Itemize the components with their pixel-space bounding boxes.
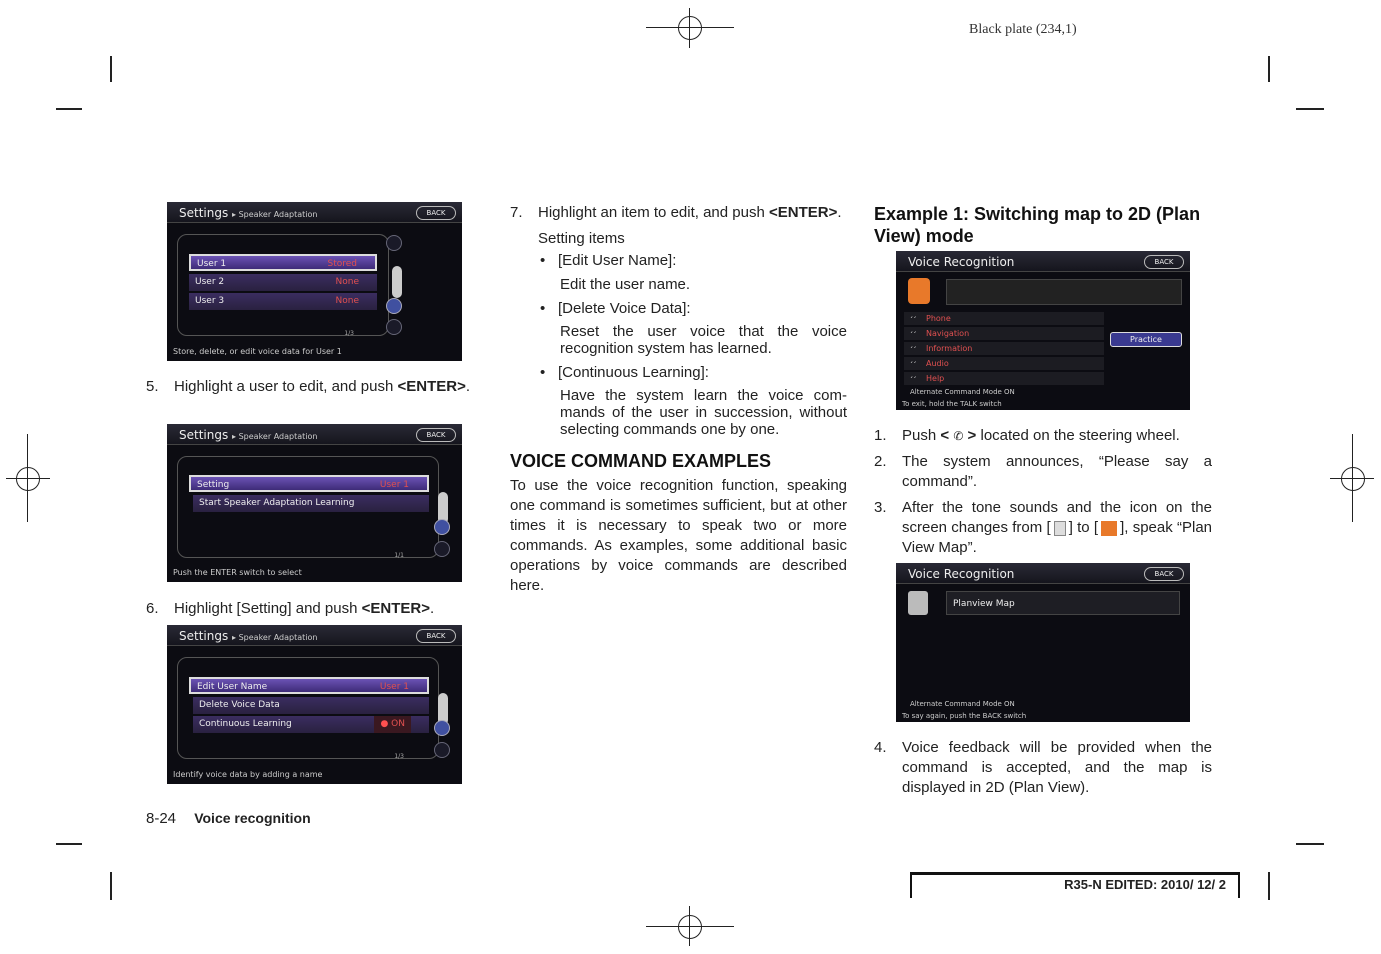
menu-item-audio[interactable]	[904, 357, 1104, 370]
bullet-item: • [Edit User Name]:	[540, 252, 677, 269]
list-item[interactable]	[189, 677, 429, 694]
row-value: Stored	[327, 259, 357, 269]
toggle-value	[374, 716, 411, 733]
step-number: 4.	[874, 739, 887, 756]
enter-key: <ENTER>	[768, 204, 838, 221]
row-label: Edit User Name	[197, 682, 268, 692]
mode-text: Alternate Command Mode ON	[910, 700, 1015, 708]
scroll-down-button[interactable]	[434, 720, 450, 736]
page-footer	[146, 810, 311, 827]
enter-key: <ENTER>	[397, 378, 466, 395]
back-button[interactable]	[1144, 255, 1184, 269]
section-name: Voice recognition	[194, 810, 311, 826]
menu-label: Audio	[926, 359, 949, 368]
list-item[interactable]	[193, 716, 429, 733]
bullet-item: • [Delete Voice Data]:	[540, 300, 691, 317]
bullet-desc: Reset the user voice that the voice recognition system has learned.	[560, 323, 847, 357]
punct: .	[465, 378, 471, 395]
menu-label: Phone	[926, 314, 951, 323]
speaker-adaptation-screen-users	[167, 202, 462, 361]
list-item[interactable]	[189, 274, 377, 291]
row-value: User 1	[379, 480, 409, 490]
row-label: User 2	[195, 277, 225, 287]
back-label: BACK	[1154, 258, 1174, 266]
back-button[interactable]	[416, 206, 456, 220]
practice-label: Practice	[1130, 335, 1162, 344]
voice-input-field	[946, 279, 1182, 305]
menu-label: Help	[926, 374, 945, 383]
screen-title: Settings	[179, 629, 229, 643]
step-text: located on the steering wheel.	[980, 427, 1180, 444]
punct: .	[430, 600, 435, 617]
bullet-title: [Edit User Name]:	[558, 252, 677, 269]
scroll-down-button[interactable]	[434, 519, 450, 535]
step-5	[146, 377, 483, 397]
screen-breadcrumb: ▸ Speaker Adaptation	[232, 210, 318, 219]
idle-face-icon	[1054, 521, 1066, 536]
bullet-desc: Have the system learn the voice com-mands of the user in succession, without selecting commands one by one.	[560, 387, 847, 438]
spoken-text: Planview Map	[953, 599, 1015, 609]
step-text: ] to [	[1068, 519, 1099, 536]
scrollbar[interactable]	[392, 266, 402, 298]
key-open: <	[940, 427, 950, 444]
back-button[interactable]	[416, 629, 456, 643]
step-text: Highlight an item to edit, and push	[538, 204, 765, 221]
menu-item-navigation[interactable]	[904, 327, 1104, 340]
step-text: ], speak “Plan View Map”.	[902, 519, 1213, 556]
menu-label: Navigation	[926, 329, 970, 338]
row-value: User 1	[379, 682, 409, 692]
row-label: Continuous Learning	[199, 719, 292, 729]
voice-recognition-screen-planview	[896, 563, 1190, 722]
list-item[interactable]	[193, 495, 429, 512]
row-label: Delete Voice Data	[199, 700, 280, 710]
row-value: None	[335, 277, 359, 287]
scroll-bottom-button[interactable]	[434, 742, 450, 758]
back-button[interactable]	[1144, 567, 1184, 581]
step-3	[874, 498, 1212, 558]
row-label: User 1	[197, 259, 227, 269]
voice-icon: ׳׳	[910, 359, 917, 368]
menu-label: Information	[926, 344, 973, 353]
section-heading: VOICE COMMAND EXAMPLES	[510, 451, 772, 471]
section-paragraph: To use the voice recognition function, speaking one command is sometimes sufficient, but at other times it is necessary to speak two or more commands. As examples, some additional basic operations by voice commands are described here.	[510, 477, 847, 594]
step-6	[146, 599, 483, 619]
back-label: BACK	[1154, 570, 1174, 578]
status-text: Push the ENTER switch to select	[173, 568, 302, 577]
list-item[interactable]	[193, 697, 429, 714]
status-text: To say again, push the BACK switch	[902, 712, 1027, 720]
speaker-adaptation-screen-setting	[167, 424, 462, 582]
row-label: Setting	[197, 480, 230, 490]
step-2	[874, 452, 1212, 492]
back-button[interactable]	[416, 428, 456, 442]
edited-label: R35-N EDITED: 2010/ 12/ 2	[1064, 877, 1226, 892]
step-number: 7.	[510, 204, 523, 221]
step-1	[874, 426, 1212, 446]
list-item[interactable]	[189, 475, 429, 492]
idle-face-icon	[908, 591, 928, 615]
screen-title: Voice Recognition	[908, 567, 1015, 581]
list-item[interactable]	[189, 254, 377, 271]
step-number: 1.	[874, 427, 887, 444]
menu-item-information[interactable]	[904, 342, 1104, 355]
step-text: Highlight a user to edit, and push	[174, 378, 394, 395]
status-text: Identify voice data by adding a name	[173, 770, 323, 779]
screen-title: Settings	[179, 206, 229, 220]
scroll-bottom-button[interactable]	[434, 541, 450, 557]
voice-input-field	[946, 591, 1180, 615]
page-indicator: 1/1	[394, 552, 404, 559]
back-label: BACK	[426, 632, 446, 640]
step-number: 5.	[146, 378, 159, 395]
bullet-desc: Edit the user name.	[560, 276, 691, 293]
talk-switch-icon: ✆	[953, 429, 964, 443]
voice-icon: ׳׳	[910, 344, 917, 353]
step-4	[874, 738, 1212, 798]
bullet-title: [Delete Voice Data]:	[558, 300, 691, 317]
key-close: >	[967, 427, 977, 444]
bullet-title: [Continuous Learning]:	[558, 364, 709, 381]
screen-title: Settings	[179, 428, 229, 442]
step-7	[510, 203, 847, 223]
step-number: 2.	[874, 453, 887, 470]
step-number: 3.	[874, 499, 887, 516]
step-text: Highlight [Setting] and push	[174, 600, 358, 617]
plate-label: Black plate (234,1)	[969, 22, 1077, 37]
voice-recognition-screen-menu	[896, 251, 1190, 410]
voice-icon: ׳׳	[910, 314, 917, 323]
page-indicator: 1/3	[344, 330, 354, 337]
screen-breadcrumb: ▸ Speaker Adaptation	[232, 633, 318, 642]
on-indicator-icon: ●	[380, 719, 392, 729]
row-value: None	[335, 296, 359, 306]
back-label: BACK	[426, 431, 446, 439]
step-text: The system announces, “Please say a command”.	[902, 453, 1212, 490]
toggle-label: ON	[391, 719, 405, 729]
back-label: BACK	[426, 209, 446, 217]
menu-item-phone[interactable]	[904, 312, 1104, 325]
setting-items-label: Setting items	[538, 230, 625, 247]
list-item[interactable]	[189, 293, 377, 310]
scroll-down-button[interactable]	[386, 298, 402, 314]
row-label: Start Speaker Adaptation Learning	[199, 498, 355, 508]
edited-box	[910, 872, 1240, 898]
scroll-bottom-button[interactable]	[386, 319, 402, 335]
speaker-face-icon	[908, 278, 930, 304]
step-text: Push	[902, 427, 937, 444]
example-heading: Example 1: Switching map to 2D (Plan View) mode	[874, 204, 1201, 246]
listening-face-icon	[1101, 521, 1117, 536]
step-number: 6.	[146, 600, 159, 617]
voice-icon: ׳׳	[910, 374, 917, 383]
row-label: User 3	[195, 296, 225, 306]
speaker-adaptation-screen-items	[167, 625, 462, 784]
status-text: To exit, hold the TALK switch	[902, 400, 1002, 408]
step-text: Voice feedback will be provided when the command is accepted, and the map is displayed in 2D (Plan View).	[902, 739, 1212, 796]
step-text: After the tone sounds and the icon on the screen changes from [	[902, 499, 1212, 536]
menu-item-help[interactable]	[904, 372, 1104, 385]
mode-text: Alternate Command Mode ON	[910, 388, 1015, 396]
bullet-item: • [Continuous Learning]:	[540, 364, 709, 381]
screen-breadcrumb: ▸ Speaker Adaptation	[232, 432, 318, 441]
scroll-up-button[interactable]	[386, 235, 402, 251]
status-text: Store, delete, or edit voice data for User 1	[173, 347, 342, 356]
screen-title: Voice Recognition	[908, 255, 1015, 269]
punct: .	[837, 204, 842, 221]
enter-key: <ENTER>	[361, 600, 430, 617]
page-indicator: 1/3	[394, 753, 404, 760]
voice-icon: ׳׳	[910, 329, 917, 338]
page-number: 8-24	[146, 810, 177, 827]
practice-button[interactable]	[1110, 332, 1182, 347]
